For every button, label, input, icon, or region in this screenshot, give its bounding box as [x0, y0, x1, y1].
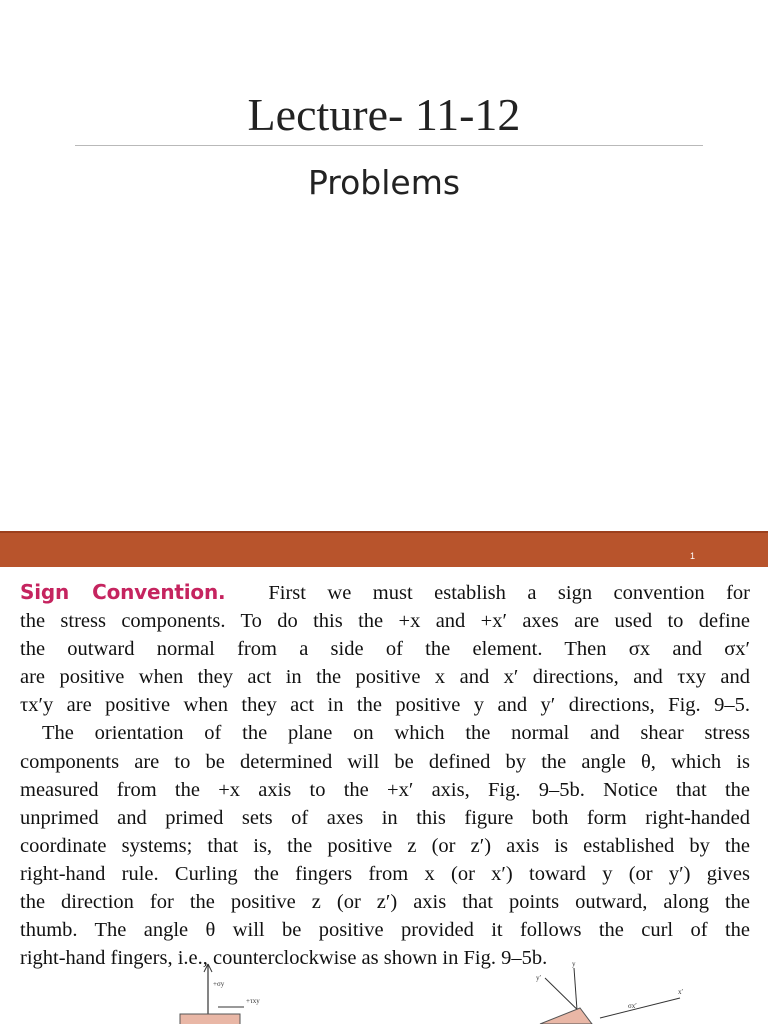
figure-a: [180, 964, 260, 1024]
tau-xy-label: +τxy: [246, 997, 260, 1005]
text-line: coordinate systems; that is, the positive z (or z′) axis is established by the: [20, 834, 750, 857]
text-line: the direction for the positive z (or z′) axis that points outward, along the: [20, 891, 750, 914]
page-number: 1: [690, 551, 696, 561]
text-line: are positive when they act in the positive x and x′ directions, and τxy and: [20, 666, 750, 689]
y-label: y: [572, 960, 576, 968]
title-divider: [75, 145, 703, 146]
text-line: [20, 578, 750, 607]
figure-b: [536, 960, 684, 1024]
text-line-content: First we must establish a sign convention for: [268, 582, 751, 604]
text-line: right-hand rule. Curling the fingers from x (or x′) toward y (or y′) gives: [20, 862, 750, 885]
text-line: thumb. The angle θ will be positive provided it follows the curl of the: [20, 919, 750, 942]
sigma-y-label: +σy: [213, 980, 225, 988]
x-prime-axis-line: [600, 998, 680, 1018]
section-heading: Sign Convention.: [20, 580, 226, 604]
text-line: right-hand fingers, i.e., counterclockwise as shown in Fig. 9–5b.: [20, 947, 548, 970]
slide-footer-band: [0, 531, 768, 567]
slide-footer-line: [0, 531, 768, 533]
stress-element: [180, 1014, 240, 1024]
text-line: measured from the +x axis to the +x′ axis, Fig. 9–5b. Notice that the: [20, 778, 750, 801]
rotated-stress-element: [540, 1008, 592, 1024]
text-line: τx′y are positive when they act in the positive y and y′ directions, Fig. 9–5.: [20, 694, 750, 717]
text-line: unprimed and primed sets of axes in this figure both form right-handed: [20, 806, 750, 829]
slide-subtitle: Problems: [307, 163, 461, 202]
sigma-x-prime-label: σx′: [628, 1002, 637, 1010]
text-line: The orientation of the plane on which the normal and shear stress: [42, 722, 750, 745]
y-prime-label: y′: [536, 974, 542, 982]
x-prime-label: x′: [678, 988, 684, 996]
text-line: components are to be determined will be defined by the angle θ, which is: [20, 750, 750, 773]
textbook-excerpt: [20, 578, 750, 972]
slide-title: Lecture- 11-12: [247, 89, 521, 140]
text-line: the outward normal from a side of the element. Then σx and σx′: [20, 638, 750, 661]
stress-figure: [0, 958, 768, 1024]
text-line: the stress components. To do this the +x and +x′ axes are used to define: [20, 610, 750, 633]
y-axis-arrow: [208, 964, 212, 972]
